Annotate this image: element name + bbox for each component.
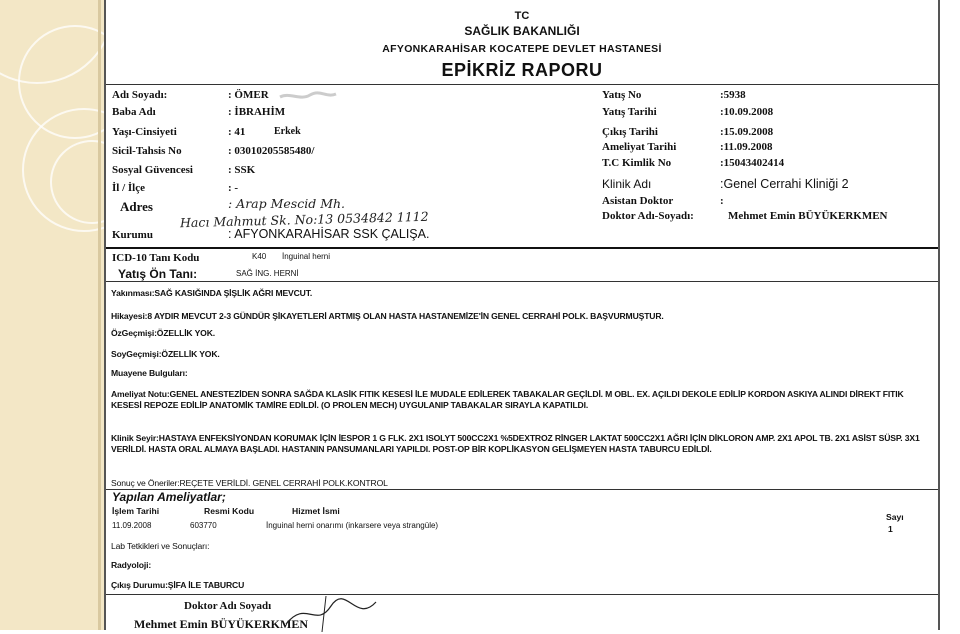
label-insurance: Sosyal Güvencesi <box>112 164 193 176</box>
signature-label: Doktor Adı Soyadı <box>184 600 272 612</box>
signature-name: Mehmet Emin BÜYÜKERKMEN <box>134 617 308 631</box>
signature-scribble <box>276 594 396 634</box>
value-registry: : 03010205585480/ <box>228 145 315 157</box>
value-icd-desc: İnguinal herni <box>282 252 331 261</box>
section-family-history: SoyGeçmişi:ÖZELLİK YOK. <box>111 349 220 359</box>
value-surgery-date: :11.09.2008 <box>720 141 773 153</box>
value-clinic: :Genel Cerrahi Kliniği 2 <box>720 177 849 191</box>
label-institution: Kurumu <box>112 229 153 241</box>
label-discharge-date: Çıkış Tarihi <box>602 126 658 138</box>
epikriz-document <box>104 0 940 630</box>
slide-background-panel <box>0 0 104 630</box>
section-history: Hikayesi:8 AYDIR MEVCUT 2-3 GÜNDÜR ŞİKAYETLERİ ARTMIŞ OLAN HASTA HASTANEMİZE'İN GENEL CERRAHİ POLK. BAŞVURMUŞTUR. <box>111 311 664 321</box>
label-name: Adı Soyadı: <box>112 89 168 101</box>
label-admission-no: Yatış No <box>602 89 642 101</box>
operation-row-count: 1 <box>888 524 893 534</box>
section-radiology: Radyoloji: <box>111 560 152 570</box>
header-tc: TC <box>514 10 530 22</box>
operations-col-code: Resmi Kodu <box>204 506 255 516</box>
label-diagnosis: Yatış Ön Tanı: <box>118 267 198 281</box>
operations-col-count: Sayı <box>886 512 904 522</box>
section-lab: Lab Tetkikleri ve Sonuçları: <box>111 541 210 551</box>
label-clinic: Klinik Adı <box>602 177 652 191</box>
divider <box>106 594 938 595</box>
value-institution: : AFYONKARAHİSAR SSK ÇALIŞA. <box>228 227 430 241</box>
value-admission-no: :5938 <box>720 89 746 101</box>
label-address: Adres <box>120 199 153 214</box>
operation-row-name: İnguinal herni onarımı (inkarsere veya strangüle) <box>266 521 439 530</box>
label-icd: ICD-10 Tanı Kodu <box>112 252 200 264</box>
divider <box>106 84 938 85</box>
value-doctor: Mehmet Emin BÜYÜKERKMEN <box>728 210 888 222</box>
label-assistant: Asistan Doktor <box>602 195 674 207</box>
value-address-line2: Hacı Mahmut Sk. No:13 0534842 1112 <box>179 208 429 231</box>
section-personal-history: ÖzGeçmişi:ÖZELLİK YOK. <box>111 328 215 338</box>
value-sex: Erkek <box>274 126 301 137</box>
section-operation-note: Ameliyat Notu:GENEL ANESTEZİDEN SONRA SAĞDA KLASİK FITIK KESESİ İLE MUDALE EDİLEREK TABAKALAR GEÇİLDİ. M OBL. EX. AÇILDI DEKOLE EDİLİP KORDON ASKIYA ALINDI DİREKT FITIK KESESİ REPOZE EDİLİP ANATOMİK TAMİRE EDİLDİ. (O PROLEN MECH) UYGULANIP TABAKALAR SIRAYLA KAPATILDI. <box>111 389 904 410</box>
value-city: : - <box>228 182 239 194</box>
label-registry: Sicil-Tahsis No <box>112 145 182 157</box>
value-insurance: : SSK <box>228 164 256 176</box>
label-age-sex: Yaşı-Cinsiyeti <box>112 126 177 138</box>
value-father: : İBRAHİM <box>228 106 286 118</box>
label-doctor: Doktor Adı-Soyadı: <box>602 210 694 222</box>
operations-col-date: İşlem Tarihi <box>112 506 160 516</box>
label-city: İl / İlçe <box>112 182 145 194</box>
label-surgery-date: Ameliyat Tarihi <box>602 141 677 153</box>
label-tc-id: T.C Kimlik No <box>602 157 672 169</box>
divider <box>106 247 938 249</box>
value-assistant: : <box>720 195 724 207</box>
value-tc-id: :15043402414 <box>720 157 785 169</box>
divider <box>106 489 938 490</box>
document-title: EPİKRİZ RAPORU <box>441 60 603 80</box>
section-clinical-course: Klinik Seyir:HASTAYA ENFEKSİYONDAN KORUMAK İÇİN İESPOR 1 G FLK. 2X1 ISOLYT 500CC2X1 %5DEXTROZ RİNGER LAKTAT 500CC2X1 AĞRI İÇİN DİKLORON AMP. 2X1 APOL TB. 2X1 ASİST SÜSP. 3X1 VERİLDİ. HASTA ORAL ALMAYA BAŞLADI. HASTANIN PANSUMANLARI YAPILDI. POST-OP BİR KOPLİKASYON GELİŞMEYEN HASTA TABURCU EDİLDİ. <box>111 433 920 454</box>
operation-row-code: 603770 <box>190 521 217 530</box>
section-result: Sonuç ve Öneriler:REÇETE VERİLDİ. GENEL CERRAHİ POLK.KONTROL <box>111 478 388 488</box>
divider <box>106 281 938 282</box>
label-admission-date: Yatış Tarihi <box>602 106 657 118</box>
panel-edge-line <box>98 0 101 630</box>
operations-col-name: Hizmet İsmi <box>292 506 340 516</box>
value-diagnosis: SAĞ İNG. HERNİ <box>236 269 299 278</box>
header-hospital: AFYONKARAHİSAR KOCATEPE DEVLET HASTANESİ <box>382 43 662 55</box>
label-father: Baba Adı <box>112 106 156 118</box>
operation-row-date: 11.09.2008 <box>112 521 152 530</box>
value-admission-date: :10.09.2008 <box>720 106 774 118</box>
section-examination: Muayene Bulguları: <box>111 368 188 378</box>
section-complaint: Yakınması:SAĞ KASIĞINDA ŞİŞLİK AĞRI MEVCUT. <box>111 288 313 298</box>
value-discharge-date: :15.09.2008 <box>720 126 774 138</box>
value-age: : 41 <box>228 126 246 138</box>
section-discharge-status: Çıkış Durumu:ŞİFA İLE TABURCU <box>111 580 245 590</box>
value-name: : ÖMER <box>228 89 269 101</box>
value-address-line1: : Arap Mescid Mh. <box>228 196 346 211</box>
header-ministry: SAĞLIK BAKANLIĞI <box>464 24 580 38</box>
value-icd-code: K40 <box>252 252 267 261</box>
redaction-smudge <box>278 89 338 103</box>
operations-title: Yapılan Ameliyatlar; <box>112 490 226 504</box>
